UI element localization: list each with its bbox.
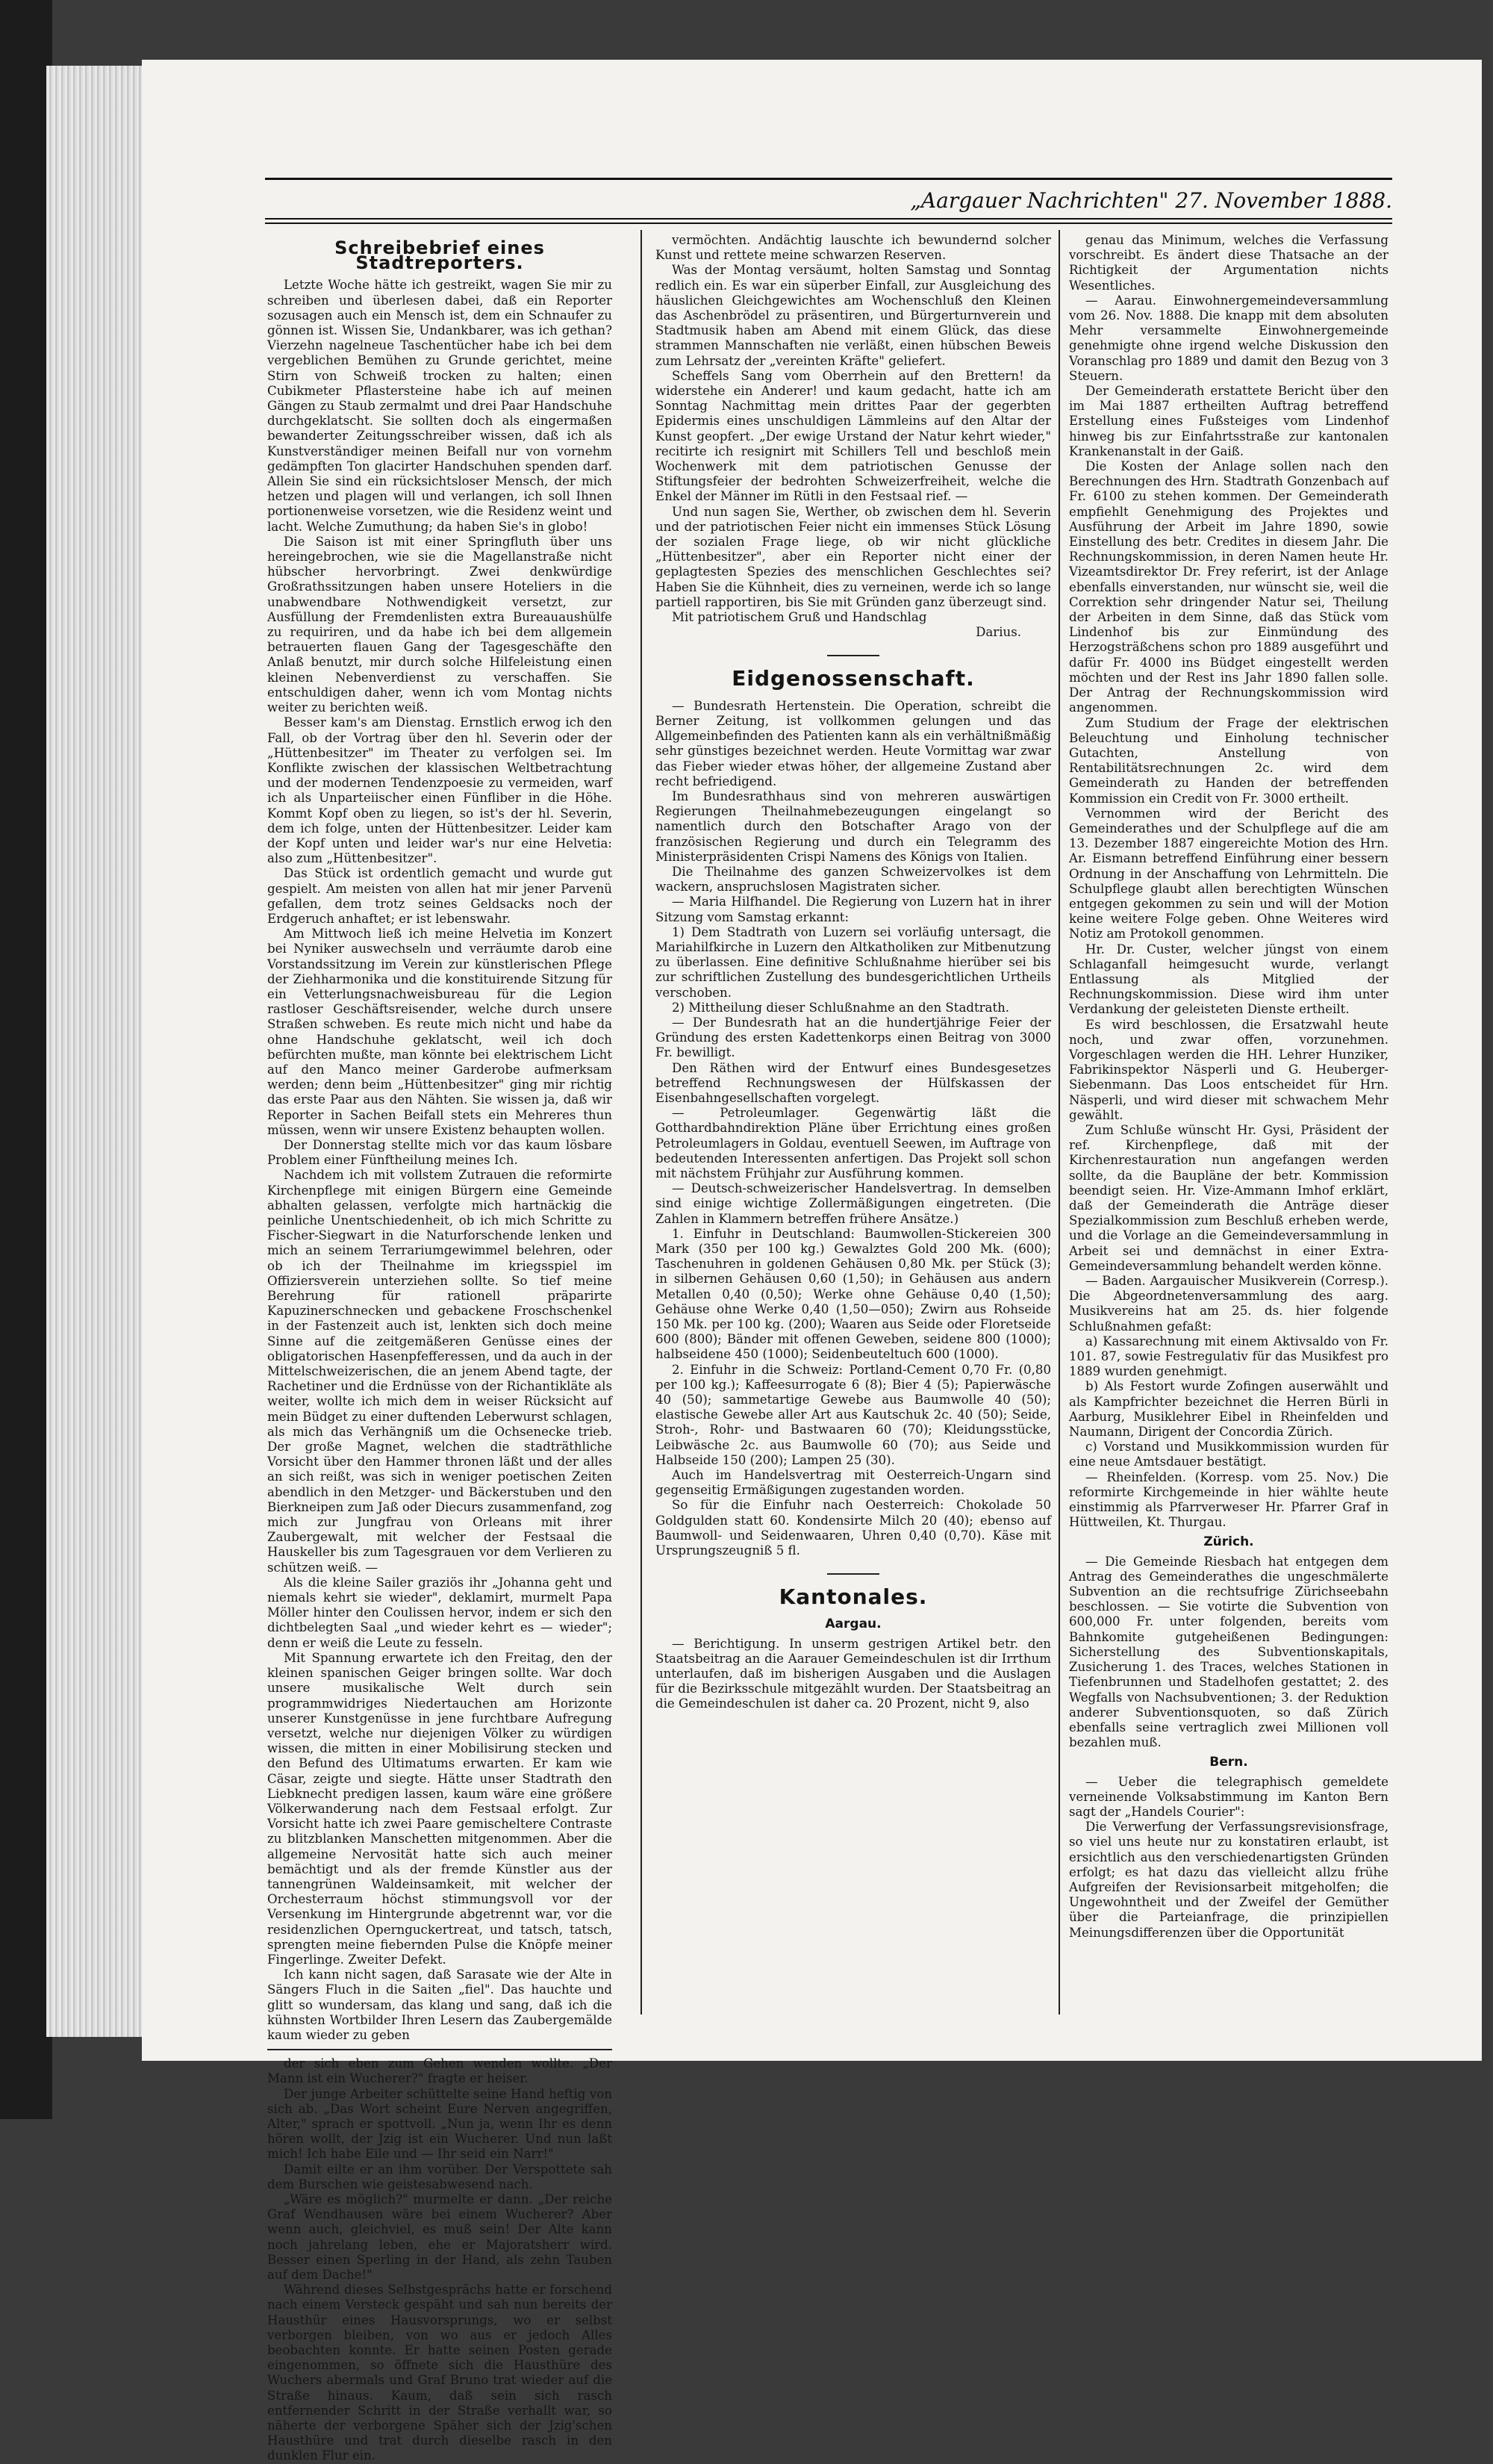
paragraph: vermöchten. Andächtig lauschte ich bewundernd solcher Kunst und rettete meine schwarzen Reserven. [655, 233, 1051, 263]
masthead: „Aargauer Nachrichten" 27. November 1888. [910, 188, 1392, 213]
signature: Darius. [976, 625, 1021, 640]
top-rule [265, 178, 1392, 180]
paragraph: — Aarau. Einwohnergemeindeversammlung vom 26. Nov. 1888. Die knapp mit dem absoluten Mehr versammelte Einwohnergemeinde genehmigte ohne irgend welche Diskussion den Voranschlag pro 1889 und damit den Bezug von 3 Steuern. [1069, 293, 1388, 383]
paragraph: c) Vorstand und Musikkommission wurden für eine neue Amtsdauer bestätigt. [1069, 1440, 1388, 1469]
paragraph: Zum Studium der Frage der elektrischen Beleuchtung und Einholung technischer Gutachten, Anstellung von Rentabilitätsrechnungen 2c. wird dem Gemeinderath zu Handen der betreffenden Kommission ein Credit von Fr. 3000 ertheilt. [1069, 715, 1388, 806]
paragraph: Am Mittwoch ließ ich meine Helvetia im Konzert bei Nyniker auswechseln und verräumte darob eine Vorstandssitzung im Verein zur künstlerischen Pflege der Ziehharmonika und die konstituirende Sitzung für ein Vetterlungsnachweisbureau für die Legion rastloser Geschäftsreisender, welche durch unsere Straßen schweben. Es reute mich nicht und habe da ohne Handschuhe geklatscht, weil ich doch befürchten mußte, man könnte bei elektrischem Licht auf den Manco meiner Garderobe aufmerksam werden; denn beim „Hüttenbesitzer" ging mir richtig das erste Paar aus den Nähten. Sie wissen ja, daß wir Reporter in Sachen Beifall stets ein Mehreres thun müssen, wenn wir unsere Existenz behaupten wollen. [267, 927, 612, 1137]
paragraph: — Berichtigung. In unserm gestrigen Artikel betr. den Staatsbeitrag an die Aarauer Gemeindeschulen ist dir Irrthum unterlaufen, daß im bisherigen Ausgaben und die Auslagen für die Bezirksschule mitgezählt wurden. Der Staatsbeitrag an die Gemeindeschulen ist daher ca. 20 Prozent, nicht 9, also [655, 1636, 1051, 1711]
paragraph: Letzte Woche hätte ich gestreikt, wagen Sie mir zu schreiben und überlesen dabei, daß ein Reporter sozusagen auch ein Mensch ist, dem ein Schnaufer zu gönnen ist. Wissen Sie, Undankbarer, was ich gethan? Vierzehn nagelneue Taschentücher habe ich bei dem vergeblichen Bemühen zu Grunde gerichtet, meine Stirn von Schweiß trocken zu halten; einen Cubikmeter Pflastersteine habe ich auf meinen Gängen zu Staub zermalmt und drei Paar Handschuhe durchgeklatscht. Sie sollten doch als eingermaßen bewanderter Zeitungsschreiber wissen, daß ich als Kunstverständiger meinen Beifall nur von vornehm gedämpften Ton glacirter Handschuhen spenden darf. Allein Sie sind ein rücksichtsloser Mensch, der mich hetzen und plagen will und verlangen, ich soll Ihnen portionenweise vorsetzen, wie die Residenz weint und lacht. Welche Zumuthung; da haben Sie's in globo! [267, 278, 612, 534]
column-3 [1069, 233, 1388, 1995]
paragraph: Damit eilte er an ihm vorüber. Der Verspottete sah dem Burschen wie geistesabwesend nach. [267, 2162, 612, 2191]
paragraph: Hr. Dr. Custer, welcher jüngst von einem Schlaganfall heimgesucht wurde, verlangt Entlassung als Mitglied der Rechnungskommission. Diese wird ihm unter Verdankung der geleisteten Dienste ertheilt. [1069, 942, 1388, 1017]
paragraph: Die Theilnahme des ganzen Schweizervolkes ist dem wackern, anspruchslosen Magistraten sicher. [655, 864, 1051, 895]
paragraph: — Deutsch-schweizerischer Handelsvertrag. In demselben sind einige wichtige Zollermäßigungen eingetreten. (Die Zahlen in Klammern betreffen frühere Ansätze.) [655, 1181, 1051, 1226]
paragraph: Das Stück ist ordentlich gemacht und wurde gut gespielt. Am meisten von allen hat mir jener Parvenü gefallen, dem trotz seines Geldsacks noch der Erdgeruch anhaftet; er ist lebenswahr. [267, 866, 612, 926]
paragraph: 2) Mittheilung dieser Schlußnahme an den Stadtrath. [672, 1000, 1010, 1015]
paragraph: — Die Gemeinde Riesbach hat entgegen dem Antrag des Gemeinderathes die ungeschmälerte Subvention an die rechtsufrige Zürichseebahn beschlossen. — Sie votirte die Subvention von 600,000 Fr. unter folgenden, bereits vom Bahnkomite gutgeheißenen Bedingungen: Sicherstellung des Subventionskapitals, Zusicherung 1. des Traces, welches Stationen in Tiefenbrunnen und Stadelhofen gestattet; 2. des Wegfalls von Nachsubventionen; 3. der Reduktion anderer Subventionsquoten, so daß Zürich ebenfalls seine vertraglich zwei Millionen voll bezahlen muß. [1069, 1554, 1388, 1750]
masthead-rule [265, 218, 1392, 224]
paragraph: — Baden. Aargauischer Musikverein (Corresp.). Die Abgeordnetenversammlung des aarg. Musikvereins hat am 25. ds. hier folgende Schlußnahmen gefaßt: [1069, 1274, 1388, 1334]
column-1 [267, 233, 612, 2463]
paragraph: Vernommen wird der Bericht des Gemeinderathes und der Schulpflege auf die am 13. Dezember 1887 eingereichte Motion des Hrn. Ar. Eismann betreffend Einführung einer bessern Ordnung in der Anschaffung von Lehrmitteln. Die Schulpflege glaubt allen berechtigten Wünschen entgegen gekommen zu sein und will der Motion keine weitere Folge geben. Ohne Weiteres wird Notiz am Protokoll genommen. [1069, 806, 1388, 942]
subsection-title: Zürich. [1203, 1534, 1254, 1550]
page-edges [46, 66, 145, 2037]
paragraph: Ich kann nicht sagen, daß Sarasate wie der Alte in Sängers Fluch in die Saiten „fiel". Das hauchte und glitt so wundersam, das klang und sang, daß ich die kühnsten Wortbilder Ihren Lesern das Zaubergemälde kaum wieder zu geben [267, 1967, 612, 2042]
paragraph: Der Donnerstag stellte mich vor das kaum lösbare Problem einer Fünftheilung meines Ich. [267, 1137, 612, 1168]
scanner-background [0, 0, 52, 2119]
paragraph: Mit Spannung erwartete ich den Freitag, den der kleinen spanischen Geiger bringen sollte. War doch unsere musikalische Welt durch sein programmwidriges Niedertauchen am Horizonte unserer Kunstgenüsse in jene furchtbare Aufregung versetzt, welche nur diejenigen Völker zu würdigen wissen, die mitten in einer Mobilisirung stecken und den Befund des Ultimatums erwarten. Er kam wie Cäsar, zeigte und siegte. Hätte unser Stadtrath den Liebknecht predigen lassen, kaum wäre eine größere Völkerwanderung nach dem Festsaal erfolgt. Zur Vorsicht hatte ich zwei Paare gemischeltere Contraste zu blitzblanken Manschetten mitgenommen. Aber die allgemeine Nervosität hatte sich auch meiner bemächtigt und als der fremde Künstler aus der tannengrünen Waldeinsamkeit, mit welcher der Orchesterraum höchst stimmungsvoll vor der Versenkung im Hintergrunde abgetrennt war, vor die residenzlichen Opernguckertreat, und tatsch, tatsch, sprengten meine fiebernden Pulse die Knöpfe meiner Fingerlinge. Zweiter Defekt. [267, 1650, 612, 1967]
subsection-title: Bern. [1209, 1755, 1248, 1770]
subsection-title: Aargau. [825, 1617, 882, 1632]
section-rule [827, 1573, 879, 1575]
paragraph: — Ueber die telegraphisch gemeldete verneinende Volksabstimmung im Kanton Bern sagt der „Handels Courier": [1069, 1774, 1388, 1819]
paragraph: Der Gemeinderath erstattete Bericht über den im Mai 1887 ertheilten Auftrag betreffend Erstellung eines Fußsteiges vom Lindenhof hinweg bis zur Einfahrtsstraße zur kantonalen Krankenanstalt in der Gaiß. [1069, 384, 1388, 458]
paragraph: Zum Schluße wünscht Hr. Gysi, Präsident der ref. Kirchenpflege, daß mit der Kirchenrestauration nun angefangen werden sollte, da die Baupläne der betr. Kommission beendigt seien. Hr. Vize-Ammann Imhof erklärt, daß der Gemeinderath die Anträge dieser Spezialkommission zum Beschluß erheben werde, und die Vorlage an die Gemeindeversammlung in Arbeit sei und demnächst in einer Extra-Gemeindeversammlung behandelt werden könne. [1069, 1122, 1388, 1273]
paragraph: 1) Dem Stadtrath von Luzern sei vorläufig untersagt, die Mariahilfkirche in Luzern den Altkatholiken zur Mitbenutzung zu überlassen. Eine definitive Schlußnahme hierüber sei bis zur schriftlichen Zustellung des bundesgerichtlichen Urtheils verschoben. [655, 924, 1051, 1000]
paragraph: Es wird beschlossen, die Ersatzwahl heute noch, und zwar offen, vorzunehmen. Vorgeschlagen werden die HH. Lehrer Hunziker, Fabrikinspektor Näsperli und G. Heuberger-Siebenmann. Das Loos entscheidet für Hrn. Näsperli, und wird dieser mit schwachem Mehr gewählt. [1069, 1017, 1388, 1122]
paragraph: — Rheinfelden. (Korresp. vom 25. Nov.) Die reformirte Kirchgemeinde in hier wählte heute einstimmig als Pfarrverweser Hr. Pfarrer Graf in Hüttweilen, Kt. Thurgau. [1069, 1469, 1388, 1530]
paragraph: b) Als Festort wurde Zofingen auserwählt und als Kampfrichter bezeichnet die Herren Bürli in Aarburg, Musiklehrer Eibel in Rheinfelden und Naumann, Dirigent der Concordia Zürich. [1069, 1379, 1388, 1440]
paragraph: Die Kosten der Anlage sollen nach den Berechnungen des Hrn. Stadtrath Gonzenbach auf Fr. 6100 zu stehen kommen. Der Gemeinderath empfiehlt Genehmigung des Projektes und Ausführung der Arbeit im Jahre 1890, sowie Einstellung des betr. Credites in diesem Jahr. Die Rechnungskommission, in deren Namen heute Hr. Vizeamtsdirektor Dr. Frey referirt, ist der Anlage ebenfalls einverstanden, nur wünscht sie, weil die Correktion sehr dringender Natur sei, Theilung der Arbeiten in dem Sinne, daß das Stück vom Lindenhof bis zur Einmündung des Herzogsträßchens schon pro 1889 ausgeführt und dafür Fr. 4000 ins Büdget eingestellt werden möchten und der Rest ins Jahr 1890 fallen solle. Der Antrag der Rechnungskommission wird angenommen. [1069, 459, 1388, 715]
paragraph: Auch im Handelsvertrag mit Oesterreich-Ungarn sind gegenseitig Ermäßigungen zugestanden worden. [655, 1468, 1051, 1498]
paragraph: Und nun sagen Sie, Werther, ob zwischen dem hl. Severin und der patriotischen Feier nicht ein immenses Stück Lösung der sozialen Frage liege, ob wir nicht glückliche „Hüttenbesitzer", aber ein Reporter nicht einer der geplagtesten Spezies des menschlichen Geschlechtes sei? Haben Sie die Kühnheit, dies zu verneinen, werde ich so lange partiell rapportiren, bis Sie mit Gründen ganz überzeugt sind. [655, 504, 1051, 609]
column-separator [1059, 230, 1060, 2015]
paragraph: Besser kam's am Dienstag. Ernstlich erwog ich den Fall, ob der Vortrag über den hl. Severin oder der „Hüttenbesitzer" im Theater zu verfolgen sei. Im Konflikte zwischen der klassischen Weltbetrachtung und der modernen Tendenzpoesie zu vermeiden, warf ich als Unparteiischer einen Fünfliber in die Höhe. Kommt Kopf oben zu liegen, so ist's der hl. Severin, dem ich folge, unten der Hüttenbesitzer. Leider kam der Kopf unten und leider war's nur eine Helvetia: also zum „Hüttenbesitzer". [267, 715, 612, 866]
section-title: Eidgenossenschaft. [732, 666, 975, 691]
paragraph: Die Saison ist mit einer Springfluth über uns hereingebrochen, wie sie die Magellanstraße nicht hübscher hervorbringt. Zwei denkwürdige Großrathssitzungen haben unsere Hoteliers in die unabwendbare Nothwendigkeit versetzt, zur Ausfüllung der Fremdenlisten extra Bureauaushülfe zu requiriren, und da habe ich bei dem allgemein betrauerten flauen Gang der Tagesgeschäfte den Anlaß benutzt, mir durch solche Hilfeleistung einen kleinen Nebenverdienst zu verschaffen. Sie entschuldigen daher, wenn ich vom Montag nichts weiter zu berichten weiß. [267, 534, 612, 715]
paragraph: Im Bundesrathhaus sind von mehreren auswärtigen Regierungen Theilnahmebezeugungen eingelangt so namentlich durch den Botschafter Arago von der französischen Regierung und durch ein Telegramm des Ministerpräsidenten Crispi Namens des Königs von Italien. [655, 788, 1051, 864]
paragraph: Als die kleine Sailer graziös ihr „Johanna geht und niemals kehrt sie wieder", deklamirt, murmelt Papa Möller hinter den Coulissen hervor, indem er sich den dichtbelegten Saal „und wieder kehrt es — wieder"; denn er weiß die Leute zu fesseln. [267, 1575, 612, 1650]
column-separator [640, 230, 642, 2015]
paragraph: Der junge Arbeiter schüttelte seine Hand heftig von sich ab. „Das Wort scheint Eure Nerven angegriffen, Alter," sprach er spottvoll. „Nun ja, wenn Ihr es denn hören wollt, der Jzig ist ein Wucherer. Und nun laßt mich! Ich habe Eile und — Ihr seid ein Narr!" [267, 2086, 612, 2162]
paragraph: — Der Bundesrath hat an die hundertjährige Feier der Gründung des ersten Kadettenkorps einen Beitrag von 3000 Fr. bewilligt. [655, 1015, 1051, 1060]
paragraph: Was der Montag versäumt, holten Samstag und Sonntag redlich ein. Es war ein süperber Einfall, zur Ausgleichung des häuslichen Gleichgewichtes am Wochenschluß den Kleinen das Aschenbrödel zu präsentiren, und Bürgerturnverein und Stadtmusik haben am Abend mit einem Glück, das diese strammen Mannschaften nie verläßt, einen hübschen Beweis zum Lehrsatz der „vereinten Kräfte" geliefert. [655, 263, 1051, 368]
paragraph: So für die Einfuhr nach Oesterreich: Chokolade 50 Goldgulden statt 60. Kondensirte Milch 20 (40); ebenso auf Baumwoll- und Seidenwaaren, Uhren 0,40 (0,70). Käse mit Ursprungszeugniß 5 fl. [655, 1498, 1051, 1558]
paragraph: 1. Einfuhr in Deutschland: Baumwollen-Stickereien 300 Mark (350 per 100 kg.) Gewalztes Gold 200 Mk. (600); Taschenuhren in goldenen Gehäusen 0,80 Mk. per Stück (3); in silbernen Gehäusen 0,60 (1,50); in Gehäusen aus andern Metallen 0,40 (0,50); Werke ohne Gehäuse 0,40 (1,50); Gehäuse ohne Werke 0,40 (1,50—050); Zwirn aus Rohseide 150 Mk. per 100 kg. (200); Waaren aus Seide oder Floretseide 600 (800); Bänder mit offenen Geweben, seidene 800 (1000); halbseidene 450 (1000); Seidenbeuteltuch 600 (1000). [655, 1226, 1051, 1362]
paragraph: a) Kassarechnung mit einem Aktivsaldo von Fr. 101. 87, sowie Festregulativ für das Musikfest pro 1889 wurden genehmigt. [1069, 1334, 1388, 1379]
section-title: Kantonales. [779, 1584, 928, 1610]
article-title: Schreibebrief eines Stadtreporters. [334, 237, 545, 274]
paragraph: — Maria Hilfhandel. Die Regierung von Luzern hat in ihrer Sitzung vom Samstag erkannt: [655, 895, 1051, 924]
paragraph: Scheffels Sang vom Oberrhein auf den Brettern! da widerstehe ein Anderer! und kaum gedacht, hatte ich am Sonntag Nachmittag mein drittes Paar der gegerbten Epidermis eines unschuldigen Lämmleins auf den Altar der Kunst geopfert. „Der ewige Urstand der Natur kehrt wieder," recitirte ich resignirt mit Schillers Tell und beschloß mein Wochenwerk mit dem patriotischen Genusse der Stiftungsfeier der bedrohten Schweizerfreiheit, welche die Enkel der Männer im Rütli in den Festsaal rief. — [655, 368, 1051, 504]
paragraph: Nachdem ich mit vollstem Zutrauen die reformirte Kirchenpflege mit einigen Bürgern eine Gemeinde abhalten gelassen, verfolgte mich hartnäckig die peinliche Unentschiedenheit, ob ich mich Schritte zu Fischer-Siegwart in die Naturforschende lenken und mich an seinem Terrariumgewimmel belehren, oder ob ich der Theilnahme im kriegsspiel im Offiziersverein unterziehen sollte. So tief meine Berehrung für rationell präparirte Kapuzinerschnecken und gebackene Froschschenkel in der Fastenzeit auch ist, lenkten sich doch meine Sinne auf die zeitgemäßeren Genüsse eines der obligatorischen Hasenpfefferessen, und da auch in der Mittelschweizerischen, die an jenem Abend tagte, der Rachetiner und die Erdnüsse von der Richantikläte als weiter, wollte ich mich dem in weiser Rücksicht auf mein Büdget zu einer duftenden Leberwurst schlagen, als mich das Verhängniß um die Ochsenecke trieb. Der große Magnet, welchen die stadträthliche Vorsicht über den Hammer thronen läßt und der alles an sich reißt, was sich in weniger poetischen Zeiten abendlich in den Metzger- und Bäckerstuben und den Bierkneipen zum Jaß oder Diecurs zusammenfand, zog mich zur Jungfrau von Orleans mit ihrer Zaubergewalt, mit welcher der Festsaal die Hauskeller bis zum Tagesgrauen vor dem Verlieren zu schützen weiß. — [267, 1168, 612, 1575]
paragraph: Den Räthen wird der Entwurf eines Bundesgesetzes betreffend Rechnungswesen der Hülfskassen der Eisenbahngesellschaften vorgelegt. [655, 1060, 1051, 1105]
paragraph: 2. Einfuhr in die Schweiz: Portland-Cement 0,70 Fr. (0,80 per 100 kg.); Kaffeesurrogate 6 (8); Bier 4 (5); Papierwäsche 40 (50); sammetartige Gewebe aus Baumwolle 40 (50); elastische Gewebe aller Art aus Kautschuk 2c. 40 (50); Seide, Stroh-, Rohr- und Bastwaaren 60 (70); Kleidungsstücke, Leibwäsche 2c. aus Baumwolle 60 (70); aus Seide und Halbseide 150 (200); Lampen 25 (30). [655, 1362, 1051, 1467]
paragraph: — Bundesrath Hertenstein. Die Operation, schreibt die Berner Zeitung, ist vollkommen gelungen und das Allgemeinbefinden des Patienten kann als ein verhältnißmäßig sehr günstiges bezeichnet werden. Heute Vormittag war zwar das Fieber wieder etwas höher, der allgemeine Zustand aber recht befriedigend. [655, 698, 1051, 788]
paragraph: „Wäre es möglich?" murmelte er dann. „Der reiche Graf Wendhausen wäre bei einem Wucherer? Aber wenn auch, gleichviel, es muß sein! Der Alte kann noch jahrelang leben, ehe er Majoratsherr wird. Besser einen Sperling in der Hand, als zehn Tauben auf dem Dache!" [267, 2192, 612, 2283]
feuilleton-rule [267, 2049, 612, 2050]
column-2 [655, 233, 1051, 1995]
paragraph: Mit patriotischem Gruß und Handschlag [672, 610, 927, 625]
paragraph: der sich eben zum Gehen wenden wollte. „Der Mann ist ein Wucherer?" fragte er heiser. [267, 2056, 612, 2086]
section-rule [827, 655, 879, 656]
paragraph: — Petroleumlager. Gegenwärtig läßt die Gotthardbahndirektion Pläne über Errichtung eines großen Petroleumlagers in Goldau, eventuell Seewen, im Auftrage von bedeutenden Interessenten anfertigen. Das Projekt soll schon mit nächstem Frühjahr zur Ausführung kommen. [655, 1106, 1051, 1180]
paragraph: Die Verwerfung der Verfassungsrevisionsfrage, so viel uns heute nur zu konstatiren erlaubt, ist ersichtlich aus den verschiedenartigsten Gründen erfolgt; es hat dazu das vielleicht allzu frühe Aufgreifen der Revisionsarbeit mitgeholfen; die Ungewohntheit und der Zweifel der Gemüther über die Parteianfrage, die prinzipiellen Meinungsdifferenzen über die Opportunität [1069, 1820, 1388, 1940]
paragraph: genau das Minimum, welches die Verfassung vorschreibt. Es ändert diese Thatsache an der Richtigkeit der Argumentation nichts Wesentliches. [1069, 233, 1388, 293]
paragraph: Während dieses Selbstgesprächs hatte er forschend nach einem Versteck gespäht und sah nun bereits der Hausthür eines Hausvorsprungs, wo er selbst verborgen bleiben, von wo aus er jedoch Alles beobachten konnte. Er hatte seinen Posten gerade eingenommen, so öffnete sich die Hausthüre des Wuchers abermals und Graf Bruno trat wieder auf die Straße hinaus. Kaum, daß sein sich rasch entfernender Schritt in der Straße verhallt war, so näherte der verborgene Späher sich der Jzig'schen Hausthüre und trat durch dieselbe rasch in den dunklen Flur ein. [267, 2283, 612, 2463]
